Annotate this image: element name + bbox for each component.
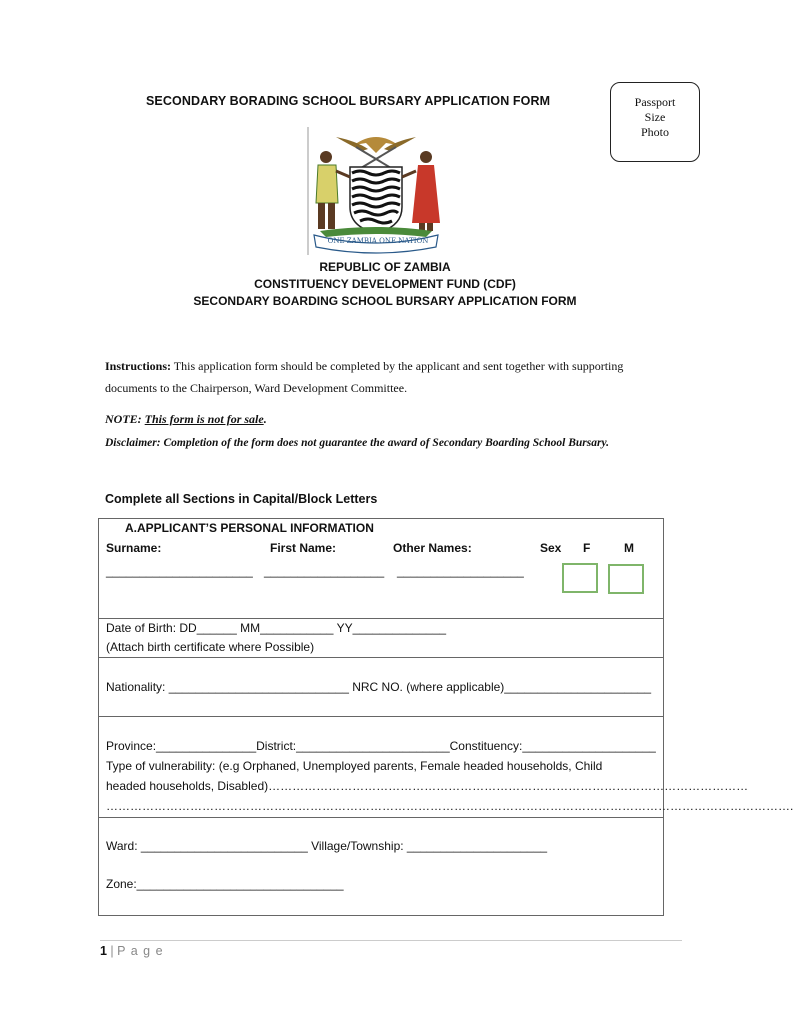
instructions-text-1: This application form should be completed by the applicant and sent together with supporting (171, 359, 624, 373)
province-district-constituency-field[interactable]: Province:_______________District:_______________________Constituency:____________________ (106, 739, 656, 753)
date-of-birth-field[interactable]: Date of Birth: DD______ MM___________ YY______________ (106, 621, 447, 635)
sex-m-label: M (624, 541, 634, 555)
passport-line-3: Photo (640, 125, 669, 139)
first-name-label: First Name: (270, 541, 337, 555)
first-name-field[interactable]: __________________ (264, 564, 385, 578)
passport-photo-box (610, 82, 700, 162)
section-a-row-ward (98, 817, 664, 916)
note-end: . (263, 412, 267, 426)
sex-f-label: F (583, 541, 591, 555)
vulnerability-line-2[interactable]: headed households, Disabled)………………………………………………………………………………………………………… (106, 779, 749, 793)
instructions-line-1 (105, 359, 623, 374)
page-separator: | (106, 944, 118, 958)
section-a-title: A.APPLICANT’S PERSONAL INFORMATION (125, 521, 374, 535)
coat-of-arms-emblem (306, 127, 446, 257)
ward-village-field[interactable]: Ward: _________________________ Village/Township: _____________________ (106, 839, 548, 853)
surname-field[interactable]: ______________________ (106, 564, 253, 578)
other-names-field[interactable]: ___________________ (397, 564, 524, 578)
other-names-label: Other Names: (393, 541, 472, 555)
note-text: This form is not for sale (144, 412, 264, 426)
page-label: P a g e (117, 944, 164, 958)
instructions-line-2: documents to the Chairperson, Ward Development Committee. (105, 381, 408, 395)
nationality-nrc-field[interactable]: Nationality: ___________________________ NRC NO. (where applicable)______________________ (106, 680, 652, 694)
passport-line-2: Size (644, 110, 666, 124)
emblem-motto: ONE ZAMBIA ONE NATION (327, 237, 429, 245)
page-footer (100, 944, 164, 958)
heading-form-name: SECONDARY BOARDING SCHOOL BURSARY APPLICATION FORM (193, 294, 577, 308)
dob-note: (Attach birth certificate where Possible) (106, 640, 315, 654)
disclaimer-line: Disclaimer: Completion of the form does not guarantee the award of Secondary Boarding School Bursary. (105, 437, 610, 449)
surname-label: Surname: (106, 541, 162, 555)
note-label: NOTE: (105, 412, 145, 426)
complete-note: Complete all Sections in Capital/Block Letters (105, 492, 378, 506)
form-title: SECONDARY BORADING SCHOOL BURSARY APPLICATION FORM (146, 94, 551, 108)
sex-label: Sex (540, 541, 562, 555)
passport-line-1: Passport (634, 95, 676, 109)
sex-m-checkbox[interactable] (608, 564, 644, 594)
vulnerability-line-1: Type of vulnerability: (e.g Orphaned, Unemployed parents, Female headed households, Child (106, 759, 603, 773)
footer-divider (100, 940, 682, 941)
sex-f-checkbox[interactable] (562, 563, 598, 593)
vulnerability-line-3[interactable]: ………………………………………………………………………………………………………………………………………………………. (106, 799, 793, 813)
page-number: 1 (100, 944, 107, 958)
note-line (105, 412, 267, 427)
instructions-label: Instructions: (105, 359, 172, 373)
heading-cdf: CONSTITUENCY DEVELOPMENT FUND (CDF) (254, 277, 516, 291)
zone-field[interactable]: Zone:_______________________________ (106, 877, 344, 891)
heading-republic: REPUBLIC OF ZAMBIA (319, 260, 451, 274)
